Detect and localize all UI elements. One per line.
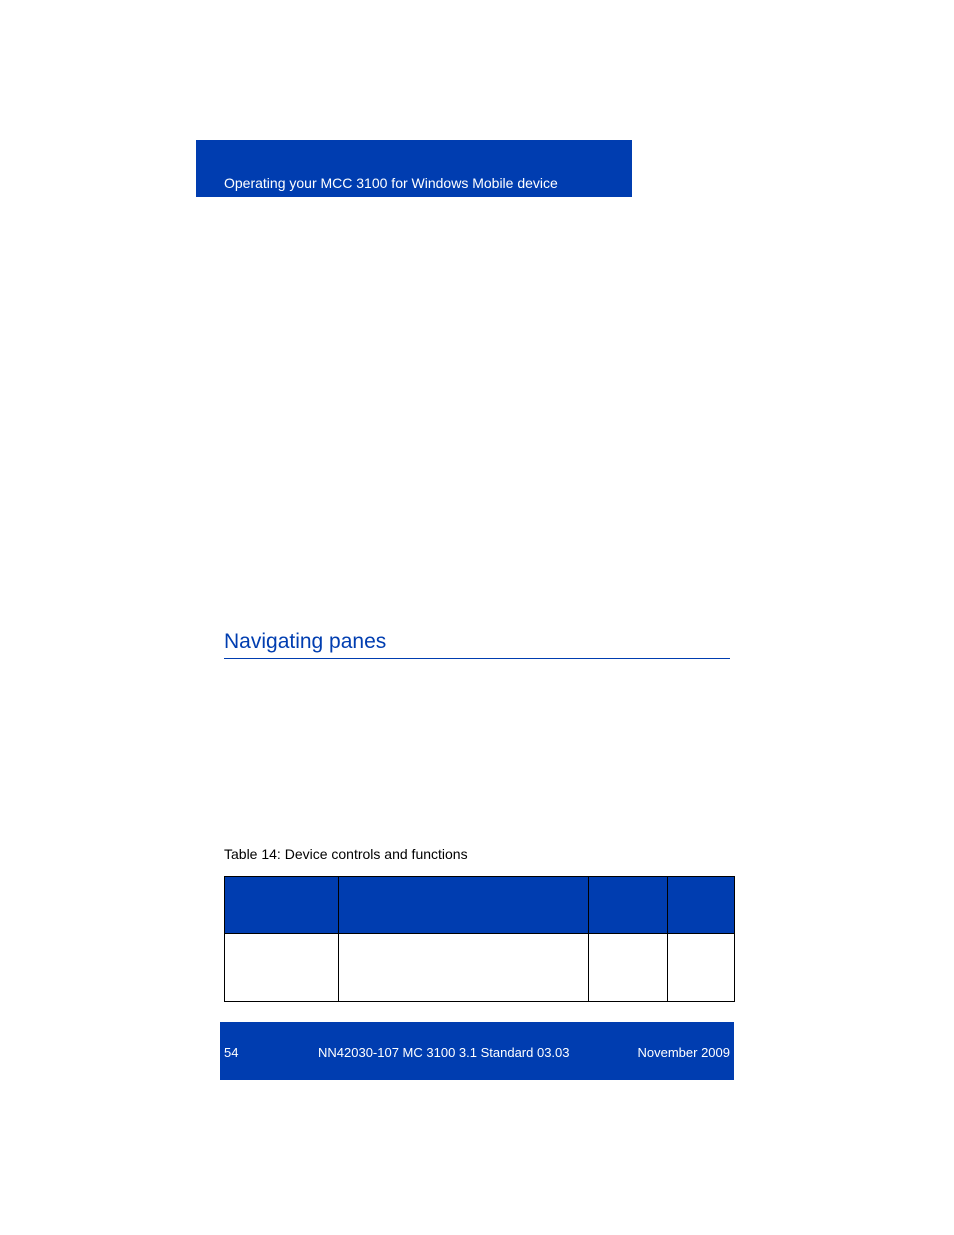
running-header-title: Operating your MCC 3100 for Windows Mobile device bbox=[224, 175, 558, 191]
page-footer bbox=[220, 1022, 734, 1080]
table-caption: Table 14: Device controls and functions bbox=[224, 846, 468, 862]
footer-page-number: 54 bbox=[224, 1045, 239, 1060]
section-heading: Navigating panes bbox=[224, 628, 730, 659]
table-header-cell bbox=[668, 877, 735, 934]
table-header-cell bbox=[339, 877, 589, 934]
table-row bbox=[225, 934, 735, 1002]
table-header-row bbox=[225, 877, 735, 934]
table-cell bbox=[339, 934, 589, 1002]
device-controls-table bbox=[224, 876, 735, 1002]
running-header bbox=[196, 140, 632, 197]
table-header-cell bbox=[589, 877, 668, 934]
table-cell bbox=[668, 934, 735, 1002]
table-cell bbox=[589, 934, 668, 1002]
table-cell bbox=[225, 934, 339, 1002]
table-header-cell bbox=[225, 877, 339, 934]
footer-document-id: NN42030-107 MC 3100 3.1 Standard 03.03 bbox=[318, 1045, 570, 1060]
footer-date: November 2009 bbox=[637, 1045, 730, 1060]
